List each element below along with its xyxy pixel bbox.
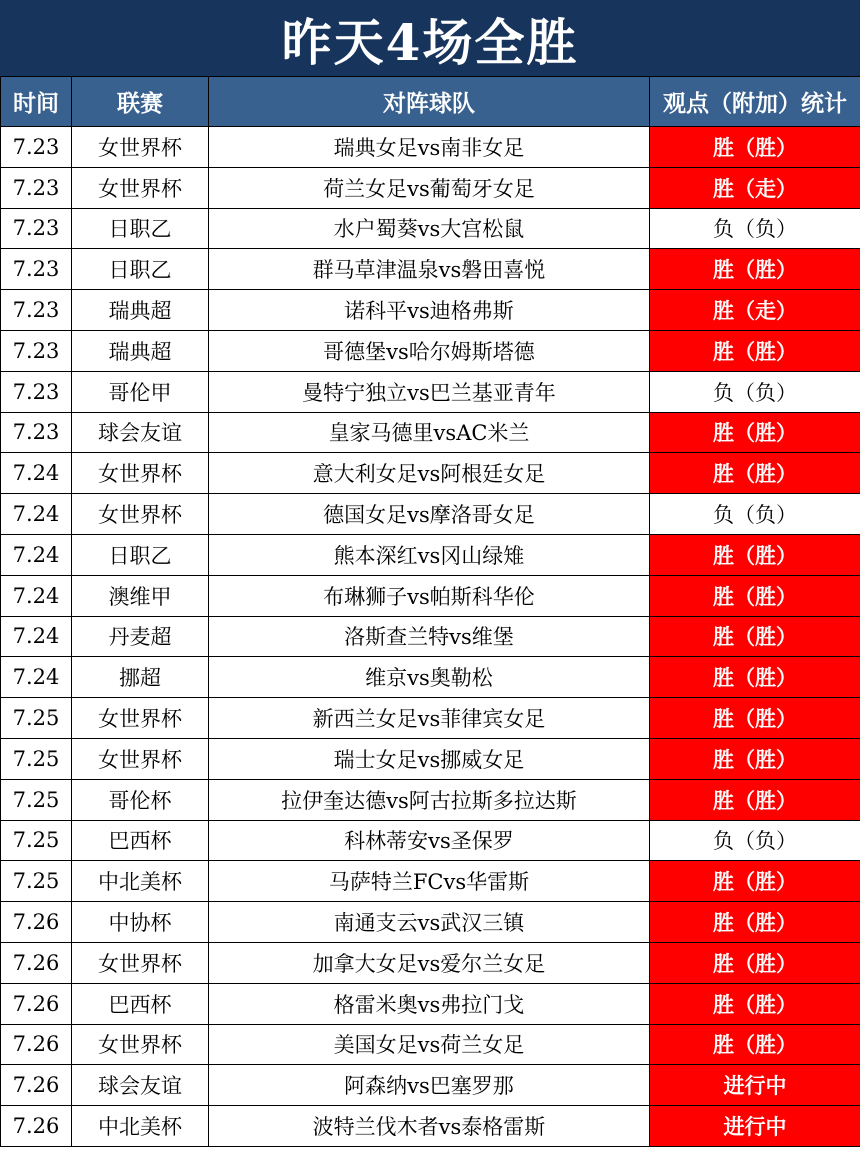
match-cell: 皇家马德里vsAC米兰 <box>209 412 650 453</box>
table-row <box>1 412 860 453</box>
match-cell: 群马草津温泉vs磐田喜悦 <box>209 249 650 290</box>
date-cell: 7.24 <box>1 616 72 657</box>
result-cell: 胜（胜） <box>650 942 860 983</box>
league-cell: 球会友谊 <box>72 1065 209 1106</box>
page-title: 昨天4场全胜 <box>0 0 860 76</box>
league-cell: 日职乙 <box>72 208 209 249</box>
match-cell: 南通支云vs武汉三镇 <box>209 902 650 943</box>
league-cell: 球会友谊 <box>72 412 209 453</box>
result-cell: 胜（胜） <box>650 330 860 371</box>
date-cell: 7.26 <box>1 1065 72 1106</box>
result-cell: 负（负） <box>650 820 860 861</box>
match-cell: 格雷米奥vs弗拉门戈 <box>209 983 650 1024</box>
result-cell: 胜（走） <box>650 290 860 331</box>
league-cell: 挪超 <box>72 657 209 698</box>
result-cell: 胜（胜） <box>650 1024 860 1065</box>
match-cell: 曼特宁独立vs巴兰基亚青年 <box>209 371 650 412</box>
table-row <box>1 657 860 698</box>
match-cell: 熊本深红vs冈山绿雉 <box>209 534 650 575</box>
table-row <box>1 575 860 616</box>
league-cell: 女世界杯 <box>72 167 209 208</box>
league-cell: 丹麦超 <box>72 616 209 657</box>
league-cell: 中北美杯 <box>72 1106 209 1147</box>
table-row <box>1 249 860 290</box>
match-cell: 意大利女足vs阿根廷女足 <box>209 453 650 494</box>
league-cell: 澳维甲 <box>72 575 209 616</box>
date-cell: 7.25 <box>1 861 72 902</box>
column-header-time: 时间 <box>1 77 72 127</box>
match-cell: 德国女足vs摩洛哥女足 <box>209 494 650 535</box>
date-cell: 7.25 <box>1 698 72 739</box>
league-cell: 巴西杯 <box>72 820 209 861</box>
league-cell: 中协杯 <box>72 902 209 943</box>
result-cell: 胜（胜） <box>650 983 860 1024</box>
table-row <box>1 1065 860 1106</box>
table-row <box>1 494 860 535</box>
table-row <box>1 167 860 208</box>
league-cell: 女世界杯 <box>72 942 209 983</box>
result-cell: 胜（胜） <box>650 698 860 739</box>
match-cell: 新西兰女足vs菲律宾女足 <box>209 698 650 739</box>
date-cell: 7.26 <box>1 1024 72 1065</box>
date-cell: 7.23 <box>1 290 72 331</box>
result-cell: 胜（胜） <box>650 902 860 943</box>
league-cell: 中北美杯 <box>72 861 209 902</box>
date-cell: 7.25 <box>1 779 72 820</box>
table-row <box>1 902 860 943</box>
header-row <box>1 77 860 127</box>
result-cell: 进行中 <box>650 1065 860 1106</box>
match-cell: 维京vs奥勒松 <box>209 657 650 698</box>
date-cell: 7.25 <box>1 738 72 779</box>
match-cell: 阿森纳vs巴塞罗那 <box>209 1065 650 1106</box>
date-cell: 7.26 <box>1 983 72 1024</box>
table-row <box>1 983 860 1024</box>
table-row <box>1 1024 860 1065</box>
date-cell: 7.26 <box>1 902 72 943</box>
result-cell: 胜（胜） <box>650 738 860 779</box>
date-cell: 7.24 <box>1 453 72 494</box>
league-cell: 女世界杯 <box>72 453 209 494</box>
date-cell: 7.24 <box>1 494 72 535</box>
match-cell: 美国女足vs荷兰女足 <box>209 1024 650 1065</box>
result-cell: 胜（胜） <box>650 616 860 657</box>
column-header-league: 联赛 <box>72 77 209 127</box>
table-row <box>1 861 860 902</box>
date-cell: 7.24 <box>1 534 72 575</box>
date-cell: 7.23 <box>1 412 72 453</box>
league-cell: 女世界杯 <box>72 127 209 168</box>
result-cell: 进行中 <box>650 1106 860 1147</box>
result-cell: 胜（胜） <box>650 575 860 616</box>
date-cell: 7.23 <box>1 249 72 290</box>
table-row <box>1 1106 860 1147</box>
result-cell: 胜（胜） <box>650 453 860 494</box>
table-row <box>1 942 860 983</box>
league-cell: 女世界杯 <box>72 1024 209 1065</box>
match-cell: 波特兰伐木者vs泰格雷斯 <box>209 1106 650 1147</box>
date-cell: 7.23 <box>1 167 72 208</box>
table-row <box>1 779 860 820</box>
table-row <box>1 208 860 249</box>
league-cell: 瑞典超 <box>72 290 209 331</box>
match-cell: 科林蒂安vs圣保罗 <box>209 820 650 861</box>
league-cell: 哥伦杯 <box>72 779 209 820</box>
table-row <box>1 820 860 861</box>
match-cell: 布琳狮子vs帕斯科华伦 <box>209 575 650 616</box>
result-cell: 胜（胜） <box>650 127 860 168</box>
date-cell: 7.26 <box>1 942 72 983</box>
result-cell: 胜（走） <box>650 167 860 208</box>
result-cell: 胜（胜） <box>650 249 860 290</box>
table-row <box>1 330 860 371</box>
results-table <box>0 76 860 1147</box>
result-cell: 胜（胜） <box>650 861 860 902</box>
date-cell: 7.23 <box>1 208 72 249</box>
result-cell: 胜（胜） <box>650 657 860 698</box>
result-cell: 负（负） <box>650 371 860 412</box>
match-cell: 水户蜀葵vs大宫松鼠 <box>209 208 650 249</box>
result-cell: 负（负） <box>650 494 860 535</box>
match-cell: 马萨特兰FCvs华雷斯 <box>209 861 650 902</box>
table-row <box>1 616 860 657</box>
match-cell: 加拿大女足vs爱尔兰女足 <box>209 942 650 983</box>
league-cell: 日职乙 <box>72 534 209 575</box>
column-header-result: 观点（附加）统计 <box>650 77 860 127</box>
league-cell: 瑞典超 <box>72 330 209 371</box>
table-row <box>1 371 860 412</box>
date-cell: 7.24 <box>1 657 72 698</box>
league-cell: 女世界杯 <box>72 698 209 739</box>
match-cell: 拉伊奎达德vs阿古拉斯多拉达斯 <box>209 779 650 820</box>
table-row <box>1 534 860 575</box>
match-cell: 哥德堡vs哈尔姆斯塔德 <box>209 330 650 371</box>
league-cell: 哥伦甲 <box>72 371 209 412</box>
match-cell: 瑞士女足vs挪威女足 <box>209 738 650 779</box>
league-cell: 女世界杯 <box>72 738 209 779</box>
result-cell: 负（负） <box>650 208 860 249</box>
date-cell: 7.23 <box>1 330 72 371</box>
league-cell: 巴西杯 <box>72 983 209 1024</box>
table-row <box>1 738 860 779</box>
match-cell: 洛斯查兰特vs维堡 <box>209 616 650 657</box>
league-cell: 女世界杯 <box>72 494 209 535</box>
table-row <box>1 290 860 331</box>
column-header-match: 对阵球队 <box>209 77 650 127</box>
match-cell: 诺科平vs迪格弗斯 <box>209 290 650 331</box>
date-cell: 7.23 <box>1 127 72 168</box>
result-cell: 胜（胜） <box>650 534 860 575</box>
table-row <box>1 698 860 739</box>
date-cell: 7.24 <box>1 575 72 616</box>
match-cell: 瑞典女足vs南非女足 <box>209 127 650 168</box>
match-cell: 荷兰女足vs葡萄牙女足 <box>209 167 650 208</box>
table-row <box>1 127 860 168</box>
result-cell: 胜（胜） <box>650 779 860 820</box>
date-cell: 7.26 <box>1 1106 72 1147</box>
table-row <box>1 453 860 494</box>
league-cell: 日职乙 <box>72 249 209 290</box>
date-cell: 7.25 <box>1 820 72 861</box>
date-cell: 7.23 <box>1 371 72 412</box>
result-cell: 胜（胜） <box>650 412 860 453</box>
